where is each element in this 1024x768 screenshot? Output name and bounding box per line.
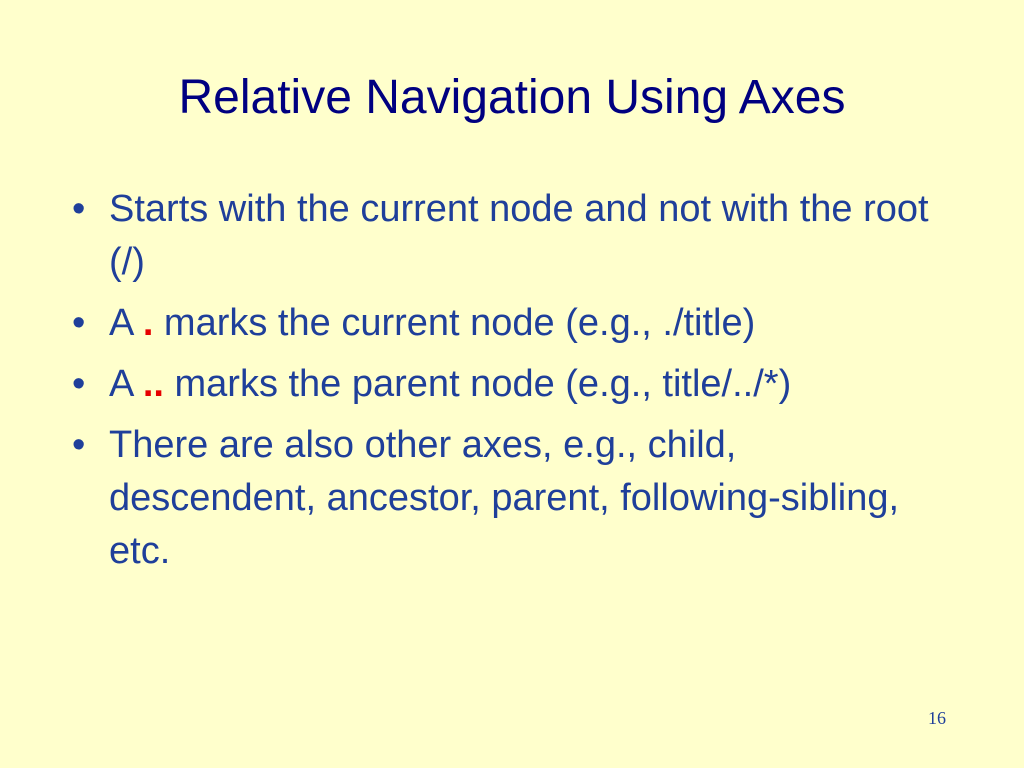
bullet-icon: •: [72, 363, 86, 405]
bullet-text-prefix: A: [109, 302, 143, 344]
parent-node-symbol: ..: [142, 363, 164, 405]
bullet-text-suffix: marks the current node (e.g., ./title): [153, 302, 756, 344]
bullet-item: [72, 419, 952, 578]
bullet-icon: •: [72, 424, 86, 466]
bullet-icon: •: [72, 188, 86, 230]
bullet-item: [72, 358, 952, 411]
bullet-icon: •: [72, 302, 86, 344]
current-node-symbol: .: [142, 302, 154, 344]
bullet-item: [72, 297, 952, 350]
bullet-text-prefix: A: [109, 363, 143, 405]
bullet-text: Starts with the current node and not with the root (/): [109, 188, 929, 283]
bullet-list: [72, 183, 952, 586]
bullet-text: There are also other axes, e.g., child, descendent, ancestor, parent, following-sibling, etc.: [109, 424, 900, 572]
slide-title: Relative Navigation Using Axes: [178, 71, 846, 124]
page-number: 16: [928, 708, 946, 728]
bullet-text-suffix: marks the parent node (e.g., title/../*): [163, 363, 792, 405]
bullet-item: [72, 183, 952, 289]
